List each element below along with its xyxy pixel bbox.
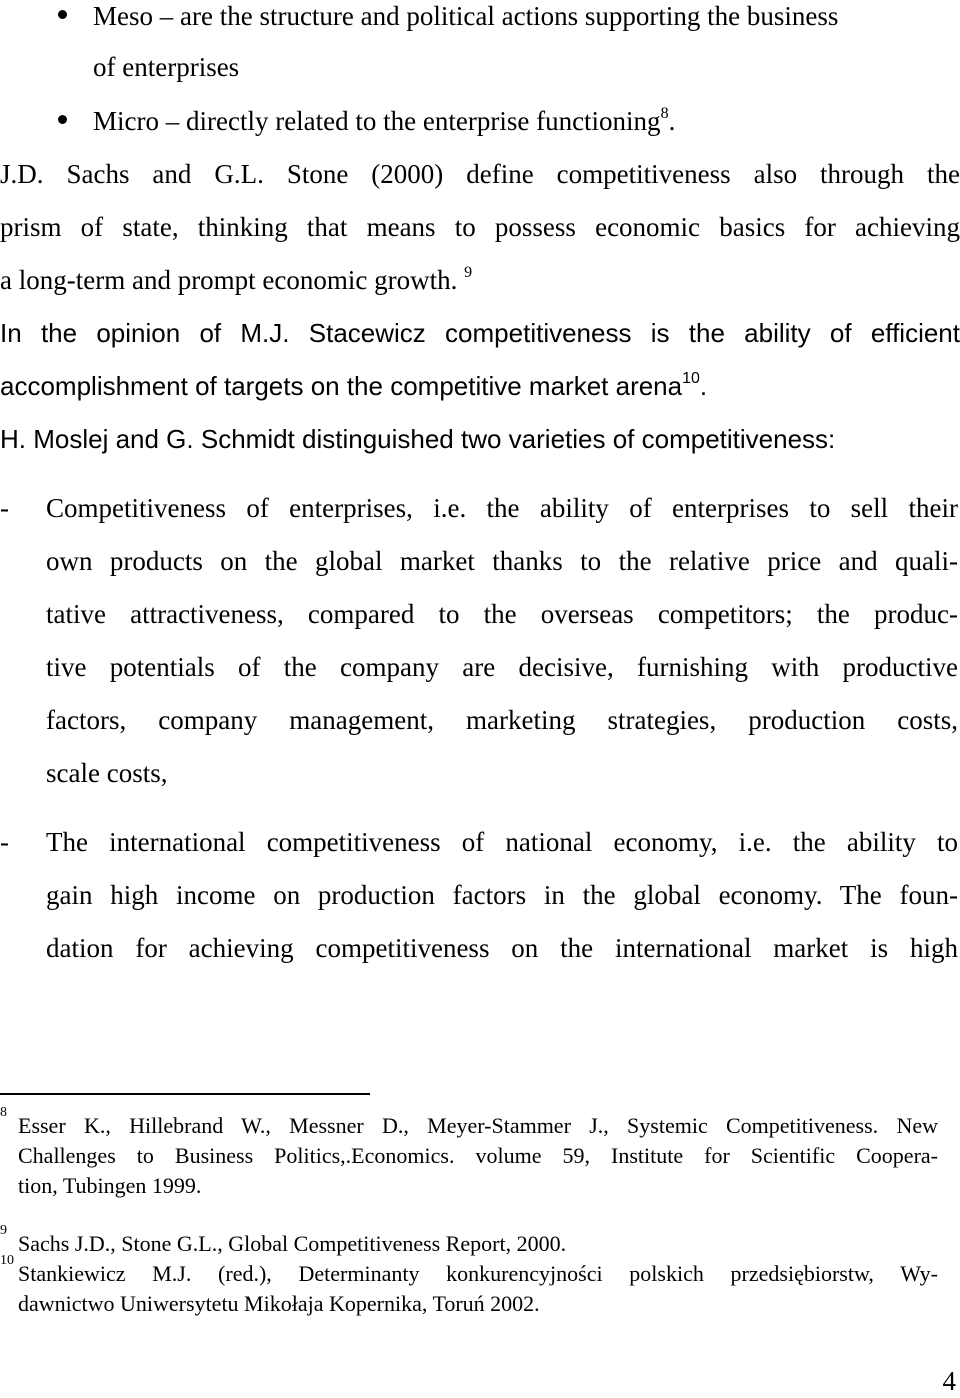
list-item-national-line-1: The international competitiveness of national economy, i.e. the ability to xyxy=(46,827,958,857)
list-item-enterprises-line-2: own products on the global market thanks to the relative price and quali- xyxy=(46,546,958,576)
footnote-10-line-1: Stankiewicz M.J. (red.), Determinanty konkurencyjności polskich przedsiębiorstw, Wy- xyxy=(18,1261,938,1286)
bullet-meso-line-2: of enterprises xyxy=(93,52,240,82)
footnote-ref-9: 9 xyxy=(464,264,473,281)
list-item-national-line-2: gain high income on production factors in the global economy. The foun- xyxy=(46,880,958,910)
bullet-meso-line-1: Meso – are the structure and political actions supporting the business xyxy=(93,1,839,31)
footnote-number-9: 9 xyxy=(0,1223,7,1238)
list-dash: - xyxy=(0,827,9,857)
list-item-enterprises-line-5: factors, company management, marketing strategies, production costs, xyxy=(46,705,958,735)
footnote-number-10: 10 xyxy=(0,1253,14,1268)
paragraph-sachs-line-1: J.D. Sachs and G.L. Stone (2000) define competitiveness also through the xyxy=(0,159,960,189)
bullet-micro: Micro – directly related to the enterprise functioning$^8$. xyxy=(93,105,676,136)
list-item-enterprises-line-1: Competitiveness of enterprises, i.e. the ability of enterprises to sell their xyxy=(46,493,958,523)
list-dash: - xyxy=(0,493,9,523)
footnote-ref-8: 8 xyxy=(660,105,669,122)
footnote-8-line-2: Challenges to Business Politics,.Economics. volume 59, Institute for Scientific Coopera- xyxy=(18,1143,938,1168)
footnote-8-line-3: tion, Tubingen 1999. xyxy=(18,1173,202,1198)
bullet-marker xyxy=(58,10,67,19)
footnote-9-line-1: Sachs J.D., Stone G.L., Global Competitiveness Report, 2000. xyxy=(18,1231,567,1256)
paragraph-stacewicz-line-1: In the opinion of M.J. Stacewicz competitiveness is the ability of efficient xyxy=(0,318,960,348)
list-item-enterprises-line-6: scale costs, xyxy=(46,758,168,788)
paragraph-moslej: H. Moslej and G. Schmidt distinguished two varieties of competitiveness: xyxy=(0,424,836,454)
paragraph-stacewicz-line-2: accomplishment of targets on the competitive market arena$^{10}$. xyxy=(0,370,708,401)
footnote-ref-10: 10 xyxy=(682,370,700,387)
footnote-separator xyxy=(0,1093,370,1095)
footnote-10-line-2: dawnictwo Uniwersytetu Mikołaja Kopernika, Toruń 2002. xyxy=(18,1291,540,1316)
footnote-8-line-1: Esser K., Hillebrand W., Messner D., Meyer-Stammer J., Systemic Competitiveness. New xyxy=(18,1113,938,1138)
list-item-enterprises-line-4: tive potentials of the company are decisive, furnishing with productive xyxy=(46,652,958,682)
paragraph-sachs-line-2: prism of state, thinking that means to possess economic basics for achieving xyxy=(0,212,960,242)
list-item-national-line-3: dation for achieving competitiveness on the international market is high xyxy=(46,933,958,963)
bullet-marker xyxy=(58,115,67,124)
list-item-enterprises-line-3: tative attractiveness, compared to the overseas competitors; the produc- xyxy=(46,599,958,629)
footnote-number-8: 8 xyxy=(0,1105,7,1120)
paragraph-sachs-line-3: a long-term and prompt economic growth. $^9$ xyxy=(0,264,473,295)
page-number: 4 xyxy=(942,1366,956,1396)
